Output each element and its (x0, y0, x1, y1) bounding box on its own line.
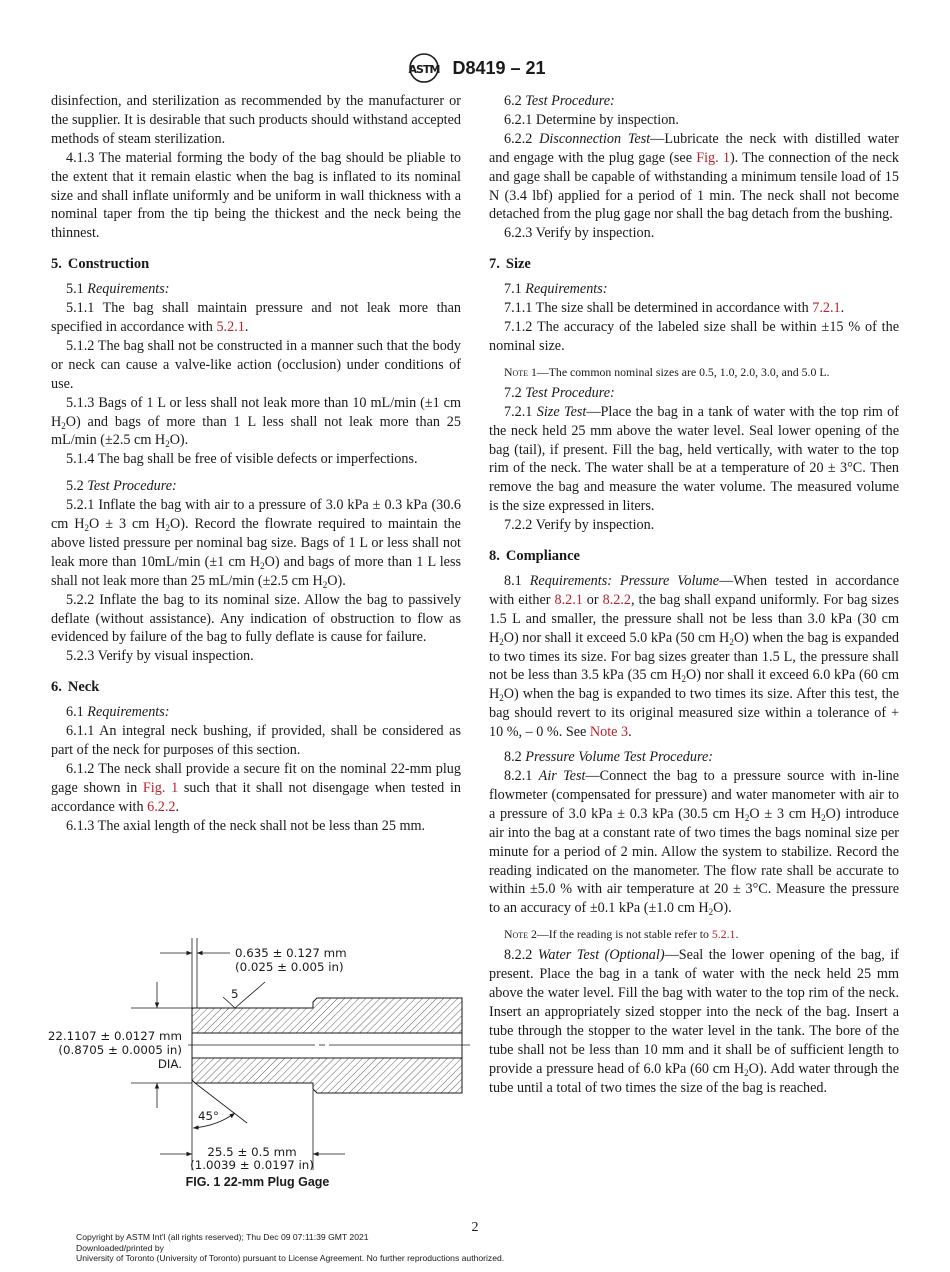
note-1: Note 1—The common nominal sizes are 0.5, 1.0, 2.0, 3.0, and 5.0 L. (504, 364, 830, 379)
paragraph-6-2-3: 6.2.3 Verify by inspection. (504, 225, 655, 242)
note-2: Note 2—If the reading is not stable refer to 5.2.1. (504, 927, 739, 942)
paragraph-6-2-2: 6.2.2 Disconnection Test—Lubricate the neck with distilled water and engage with the plug gage (see Fig. 1). The connection of the neck and gage shall be capable of withstanding a minimum tensile load of 15 N (3.4 lbf) applied for a period of 1 min. The neck shall not become detached from the plug gage nor shall the bag detach from the bushing. (489, 130, 899, 223)
subsection-5-1: 5.1 Requirements: (66, 281, 170, 298)
svg-text:(1.0039 ± 0.0197 in): (1.0039 ± 0.0197 in) (190, 1158, 314, 1172)
svg-text:45°: 45° (198, 1109, 219, 1123)
paragraph-5-2-3: 5.2.3 Verify by visual inspection. (66, 648, 254, 665)
footer-line-1: Copyright by ASTM Int'l (all rights reserved); Thu Dec 09 07:11:39 GMT 2021 (76, 1232, 369, 1242)
paragraph-5-2-1: 5.2.1 Inflate the bag with air to a pressure of 3.0 kPa ± 0.3 kPa (30.6 cm $H_2O \pm 3$ cm $H_2O$). Record the flowrate required to maintain the above listed pressure per nominal bag size. Bags of 1 L or less shall not leak more than 10mL/min (±1 cm $H_2O$) and bags of more than 1 L less shall not leak more than 25 mL/min (±2.5 cm $H_2O$). (51, 497, 461, 590)
copyright-footer (76, 1232, 504, 1264)
paragraph-8-1: 8.1 Requirements: Pressure Volume—When tested in accordance with either 8.2.1 or 8.2.2, the bag shall expand uniformly. For bag sizes 1.5 L and smaller, the pressure shall not be less than 3.0 kPa (30 cm $H_2O$) nor shall it exceed 5.0 kPa (50 cm $H_2O$) when the bag is expanded to two times its size. For bag sizes greater than 1.5 L, the pressure shall not be less than 3.5 kPa (35 cm $H_2O$) nor shall it exceed 6.0 kPa (60 cm $H_2O$) when the bag is expanded to two times its size. After this test, the bag should revert to its original measured size within a tolerance of + 10 %, – 0 %. See Note 3. (489, 572, 900, 741)
paragraph-5-1-1: 5.1.1 The bag shall maintain pressure and not leak more than specified in accordance with 5.2.1. (51, 300, 461, 335)
paragraph-7-1-1: 7.1.1 The size shall be determined in accordance with 7.2.1. (504, 300, 845, 317)
subsection-7-1: 7.1 Requirements: (504, 281, 608, 298)
svg-text:(0.8705 ± 0.0005 in): (0.8705 ± 0.0005 in) (58, 1043, 182, 1057)
page-number: 2 (471, 1220, 479, 1235)
svg-text:25.5 ± 0.5 mm: 25.5 ± 0.5 mm (207, 1145, 297, 1159)
link-5-2-1[interactable]: 5.2.1 (216, 318, 245, 335)
paragraph-continued: disinfection, and sterilization as recommended by the manufacturer or the supplier. It is desirable that such products should withstand accepted methods of steam sterilization. (51, 93, 461, 147)
paragraph-7-2-2: 7.2.2 Verify by inspection. (504, 517, 655, 534)
subsection-6-1: 6.1 Requirements: (66, 704, 170, 721)
svg-text:22.1107 ± 0.0127 mm: 22.1107 ± 0.0127 mm (47, 1029, 182, 1043)
svg-text:DIA.: DIA. (157, 1057, 182, 1071)
paragraph-5-2-2: 5.2.2 Inflate the bag to its nominal size. Allow the bag to passively deflate (without assistance). Any indication of obstruction to flow as evidenced by failure of the bag to fully deflate is cause for failure. (51, 591, 461, 646)
paragraph-4-1-3: 4.1.3 The material forming the body of the bag should be pliable to the extent that it remain elastic when the bag is inflated to its nominal size and shall inflate uniformly and be uniform in wall thickness with a nominal taper from the tip being the thickest and the neck being the thinnest. (51, 149, 461, 242)
section-heading-neck: 6. Neck (51, 679, 100, 696)
paragraph-6-1-3: 6.1.3 The axial length of the neck shall not be less than 25 mm. (66, 817, 426, 834)
paragraph-6-1-2: 6.1.2 The neck shall provide a secure fit on the nominal 22-mm plug gage shown in Fig. 1 such that it shall not disengage when tested in accordance with 6.2.2. (51, 760, 461, 815)
standard-designation: D8419 – 21 (452, 57, 546, 78)
svg-text:0.635 ± 0.127 mm: 0.635 ± 0.127 mm (235, 946, 347, 960)
paragraph-7-1-2: 7.1.2 The accuracy of the labeled size shall be within ±15 % of the nominal size. (489, 318, 899, 354)
subsection-5-2: 5.2 Test Procedure: (66, 478, 177, 495)
astm-logo-icon (404, 52, 444, 84)
link-note-3[interactable]: Note 3 (589, 724, 629, 741)
link-7-2-1[interactable]: 7.2.1 (812, 300, 841, 317)
paragraph-8-2-2: 8.2.2 Water Test (Optional)—Seal the lower opening of the bag, if present. Place the bag in a tank of water with the neck held 25 mm above the water level. Fill the bag with water to the top rim of the neck. Insert an appropriately sized stopper into the neck of the bag. Insert a tube through the stopper to the water level in the tank. The bore of the tube shall not be less than 10 mm and it shall be of sufficient length to provide a pressure head of 6.0 kPa (60 cm $H_2O$). Add water through the tube until a total of two times the size of the bag is reached. (489, 947, 899, 1096)
svg-text:ASTM: ASTM (409, 63, 440, 76)
footer-line-3: University of Toronto (University of Toronto) pursuant to License Agreement. No further reproductions authorized. (76, 1253, 505, 1263)
paragraph-6-2-1: 6.2.1 Determine by inspection. (504, 111, 679, 128)
page-header (0, 52, 950, 84)
link-fig-1[interactable]: Fig. 1 (696, 149, 730, 166)
right-column (489, 92, 899, 1098)
link-5-2-1[interactable]: 5.2.1 (711, 927, 736, 942)
figure-1-plug-gage (45, 930, 470, 1200)
section-heading-compliance: 8. Compliance (489, 548, 580, 565)
section-heading-size: 7. Size (489, 256, 531, 273)
section-heading-construction: 5. Construction (51, 256, 150, 273)
paragraph-5-1-3: 5.1.3 Bags of 1 L or less shall not leak more than 10 mL/min (±1 cm $H_2O$) and bags of more than 1 L less shall not leak more than 25 mL/min (±2.5 cm $H_2O$). (51, 394, 461, 450)
link-8-2-2[interactable]: 8.2.2 (602, 591, 631, 608)
subsection-6-2: 6.2 Test Procedure: (504, 93, 615, 109)
left-column (51, 92, 461, 836)
subsection-7-2: 7.2 Test Procedure: (504, 384, 615, 401)
svg-text:5: 5 (231, 987, 239, 1001)
subsection-8-2: 8.2 Pressure Volume Test Procedure: (504, 749, 713, 766)
paragraph-7-2-1: 7.2.1 Size Test—Place the bag in a tank of water with the top rim of the neck held 25 mm above the water level. Seal lower opening of the bag (tail), if present. Fill the bag, held vertically, with water to the top rim of the neck. The water shall be at a temperature of 20 ± 3°C. Then remove the bag and measure the water volume. The measured volume is the size expressed in liters. (489, 403, 899, 515)
plug-gage-drawing (45, 930, 470, 1175)
paragraph-8-2-1: 8.2.1 Air Test—Connect the bag to a pressure source with in-line flowmeter (compensated for pressure) and water manometer with air to a pressure of 3.0 kPa ± 0.3 kPa (30.5 cm $H_2O \pm 3$ cm $H_2O$) introduce air into the bag at a constant rate of two times the bags nominal size per minute for a period of 2 min. Allow the system to stabilize. Record the reading indicated on the manometer. The flow rate shall be accurate to within ±5.0 % with air temperature at 20 ± 3°C. Measure the pressure to an accuracy of ±0.1 kPa (±1.0 cm $H_2O$). (489, 768, 899, 918)
link-6-2-2[interactable]: 6.2.2 (147, 798, 176, 815)
paragraph-5-1-2: 5.1.2 The bag shall not be constructed in a manner such that the body or neck can cause a valve-like action (occlusion) under conditions of use. (51, 337, 461, 392)
svg-text:(0.025 ± 0.005 in): (0.025 ± 0.005 in) (235, 960, 344, 974)
link-fig-1[interactable]: Fig. 1 (142, 779, 179, 796)
figure-caption: FIG. 1 22-mm Plug Gage (185, 1175, 330, 1189)
paragraph-5-1-4: 5.1.4 The bag shall be free of visible defects or imperfections. (66, 451, 418, 468)
link-8-2-1[interactable]: 8.2.1 (554, 591, 583, 608)
footer-line-2: Downloaded/printed by (76, 1242, 164, 1253)
paragraph-6-1-1: 6.1.1 An integral neck bushing, if provided, shall be considered as part of the neck for purposes of this section. (51, 723, 461, 758)
